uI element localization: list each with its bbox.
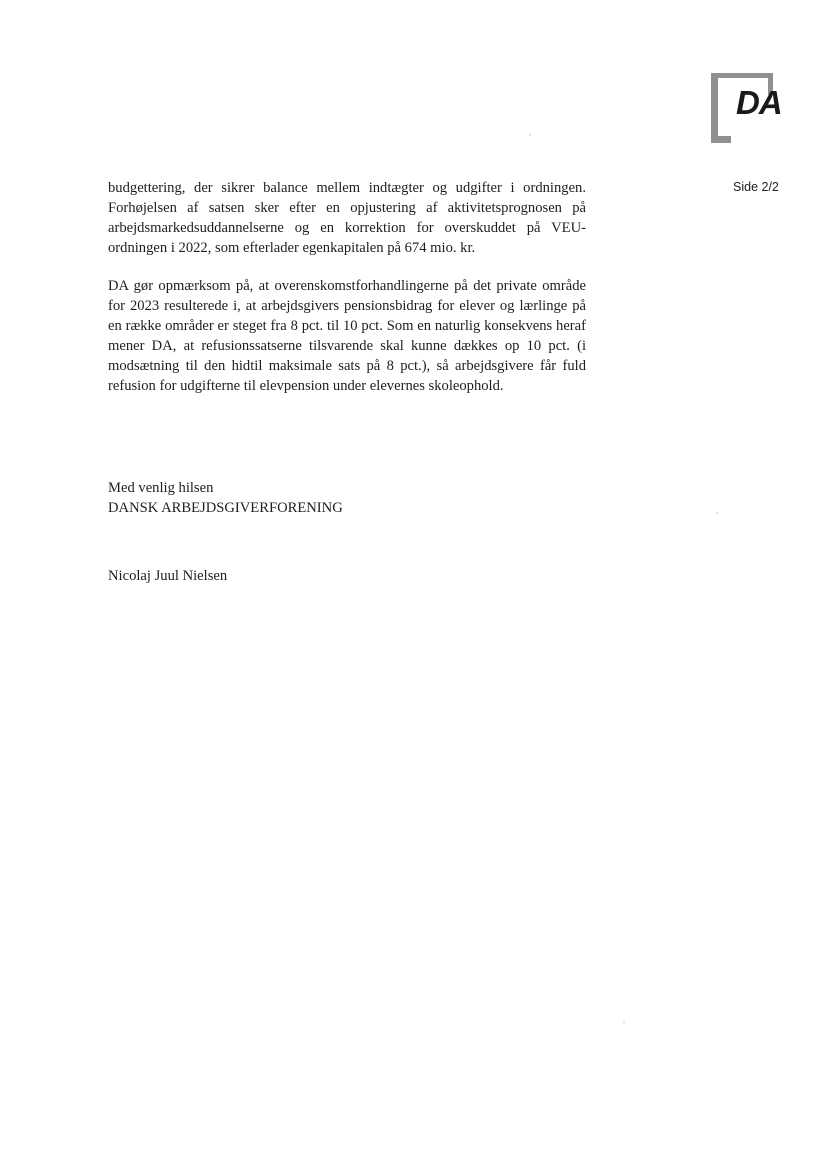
scan-speck (529, 134, 531, 136)
scan-speck (623, 1021, 625, 1023)
closing-salutation: Med venlig hilsen (108, 480, 214, 496)
organization-name: DANSK ARBEJDSGIVERFORENING (108, 500, 343, 516)
body-paragraph-1: budgettering, der sikrer balance mellem indtægter og udgifter i ordningen. Forhøjelsen af satsen sker efter en opjustering af aktivitetsprognosen på arbejdsmarkedsuddannelserne og en korrektion for overskuddet på VEU-ordningen i 2022, som efterlader egenkapitalen på 674 mio. kr. (108, 180, 586, 257)
scan-speck (716, 512, 718, 514)
signer-name: Nicolaj Juul Nielsen (108, 568, 228, 584)
da-logo-text: DA (736, 84, 782, 121)
page-number: Side 2/2 (733, 180, 779, 194)
body-paragraph-2: DA gør opmærksom på, at overenskomstforhandlingerne på det private område for 2023 resulterede i, at arbejdsgivers pensionsbidrag for elever og lærlinge på en række områder er steget fra 8 pct. til 10 pct. Som en naturlig konsekvens heraf mener DA, at refusionssatserne tilsvarende skal kunne dækkes op 10 pct. (i modsætning til den hidtil maksimale sats på 8 pct.), så arbejdsgivere får fuld refusion for udgifterne til elevpension under elevernes skoleophold. (108, 278, 586, 395)
